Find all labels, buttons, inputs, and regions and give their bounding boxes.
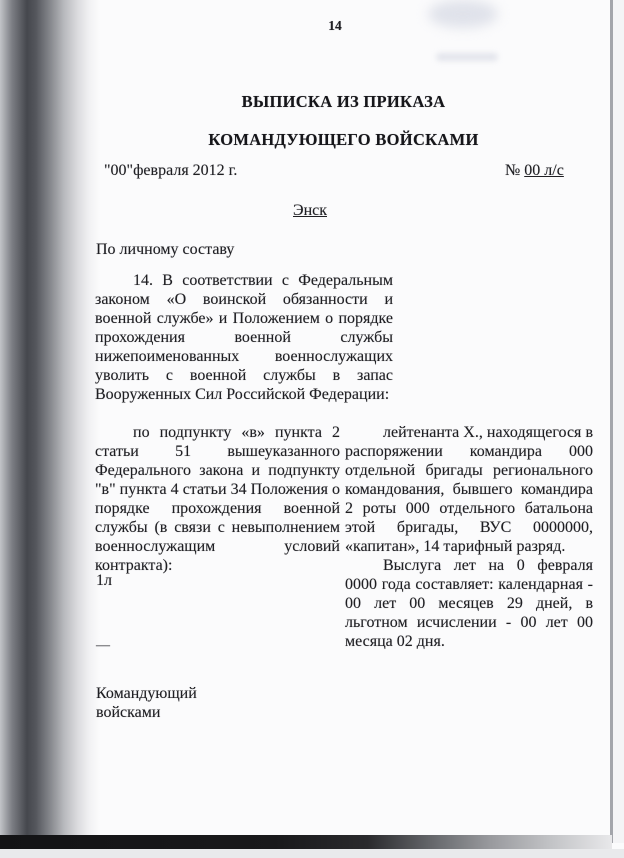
signature-block <box>96 684 197 722</box>
issue-place: Энск <box>293 202 327 219</box>
section-heading: По личному составу <box>96 241 235 258</box>
order-number <box>505 161 564 180</box>
page-bottom-edge <box>0 835 612 849</box>
order-number-prefix: № <box>505 162 525 179</box>
scanner-right-margin <box>613 0 624 843</box>
order-date: "00"февраля 2012 г. <box>104 162 238 179</box>
person-column <box>345 423 593 651</box>
ink-bleedthrough-streak <box>436 53 498 61</box>
document-title-line2: КОМАНДУЮЩЕГО ВОЙСКАМИ <box>208 130 479 149</box>
page-number: 14 <box>328 18 342 33</box>
signature-title-line1: Командующий <box>96 685 197 702</box>
document-title-line1: ВЫПИСКА ИЗ ПРИКАЗА <box>241 92 446 111</box>
intro-paragraph: 14. В соответствии с Федеральным законом «О воинской обязанности и военной службе» и Положением о порядке прохождения военной службы нижепоименованных военнослужащих уволить с военной службы в запас Вооруженных Сил Российской Федерации: <box>95 272 393 403</box>
scanner-bottom-margin <box>0 849 624 858</box>
service-record-paragraph: Выслуга лет на 0 февраля 0000 года составляет: календарная - 00 лет 00 месяцев 29 дней, в льготном исчислении - 00 лет 00 месяца 02 дня. <box>345 557 593 650</box>
dash-mark: — <box>96 638 110 653</box>
grounds-paragraph: по подпункту «в» пункта 2 статьи 51 вышеуказанного Федерального закона и подпункту "в" пункта 4 статьи 34 Положения о порядке прохождения военной службы (в связи с невыполнением военнослужащим условий контракта): <box>95 424 340 574</box>
book-spine-shadow <box>0 0 100 838</box>
person-paragraph: лейтенанта Х., находящегося в распоряжении командира 000 отдельной бригады регионального командования, бывшего командира 2 роты 000 отдельного батальона этой бригады, ВУС 0000000, «капитан», 14 тарифный разряд. <box>345 424 593 555</box>
sheet-note: 1л <box>96 572 112 589</box>
signature-title-line2: войсками <box>96 704 161 721</box>
order-number-value: 00 л/с <box>524 162 564 179</box>
